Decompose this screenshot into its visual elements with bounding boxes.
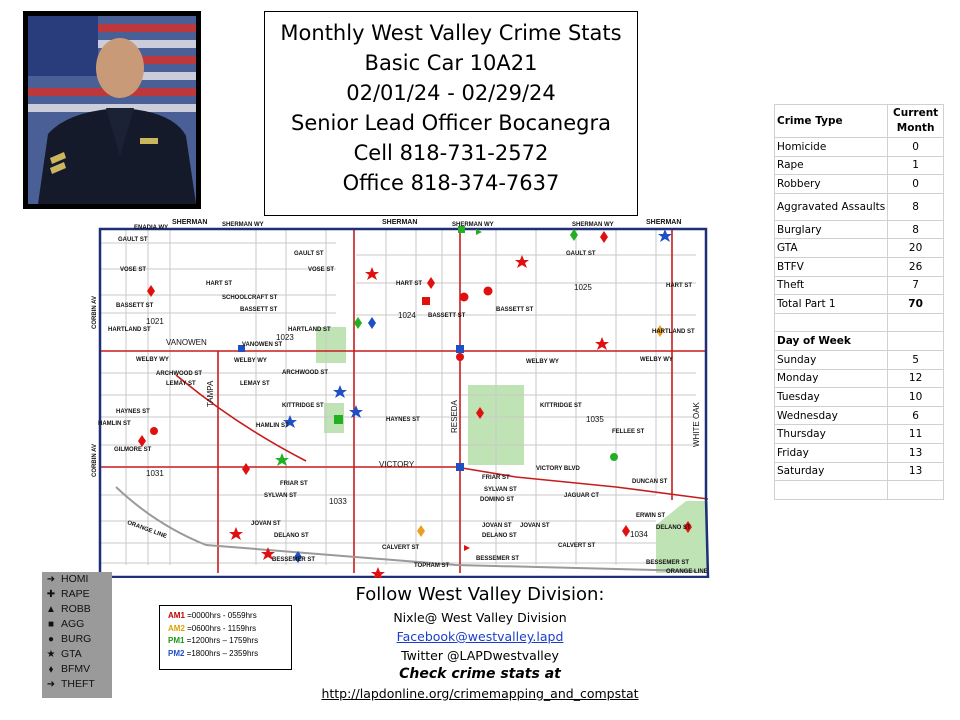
stats-row: [775, 257, 944, 276]
time-key-row: [168, 635, 291, 648]
haynes-st-label: HAYNES ST: [116, 409, 150, 415]
stats-row: [775, 175, 944, 194]
tampa-label: TAMPA: [206, 380, 215, 407]
legend-label: RAPE: [61, 588, 90, 600]
crime-label: GTA: [775, 239, 888, 258]
sherman-wy-label: SHERMAN WY: [452, 222, 494, 228]
stats-spacer-row: [775, 313, 944, 332]
stats-header-row: [775, 105, 944, 138]
dow-row: [775, 350, 944, 369]
corbin-av-label: CORBIN AV: [92, 296, 98, 329]
dow-row: [775, 443, 944, 462]
area-label: 1024: [398, 311, 416, 320]
stats-row: [775, 193, 944, 220]
stats-row: [775, 156, 944, 175]
legend-item: [42, 617, 112, 632]
crime-map[interactable]: [92, 219, 710, 578]
area-label: 1021: [146, 317, 164, 326]
vanowen-label: VANOWEN: [166, 338, 207, 347]
theft-icon: ➜: [46, 679, 56, 690]
officer-portrait-image: [28, 16, 196, 204]
bessemer-st-label: BESSEMER ST: [272, 557, 316, 563]
stats-row: [775, 239, 944, 258]
gta-marker[interactable]: [595, 337, 609, 350]
kittridge-st-label: KITTRIDGE ST: [282, 403, 324, 409]
day-label: Friday: [775, 443, 888, 462]
day-label: Tuesday: [775, 388, 888, 407]
title-line-6: Office 818-374-7637: [342, 171, 560, 195]
bfmv-marker[interactable]: [242, 463, 250, 475]
legend-item: [42, 572, 112, 587]
enadia-label: ENADIA WY: [134, 225, 169, 231]
facebook-link[interactable]: Facebook@westvalley.lapd: [396, 629, 564, 644]
burg-marker[interactable]: [456, 353, 464, 361]
day-label: Monday: [775, 369, 888, 388]
bassett-st-label: BASSETT ST: [496, 307, 534, 313]
area-label: 1034: [630, 530, 648, 539]
archwood-st-label: ARCHWOOD ST: [282, 370, 328, 376]
sherman-wy-label: SHERMAN WY: [572, 222, 614, 228]
victory-label: VICTORY: [379, 460, 415, 469]
total-label: Total Part 1: [775, 295, 888, 314]
gault-st-label: GAULT ST: [294, 251, 324, 257]
bfmv-marker[interactable]: [622, 525, 630, 537]
street-grid: [100, 229, 696, 565]
sherman-wy-label: SHERMAN WY: [222, 222, 264, 228]
gta-marker[interactable]: [658, 229, 672, 242]
follow-section: [320, 582, 640, 703]
gta-marker[interactable]: [333, 385, 347, 398]
bfmv-marker[interactable]: [417, 525, 425, 537]
bfmv-marker[interactable]: [600, 231, 608, 243]
day-value: 11: [888, 425, 944, 444]
gta-marker[interactable]: [365, 267, 379, 280]
time-key-row: [168, 623, 291, 636]
legend-label: HOMI: [61, 573, 89, 585]
orange-line-label: ORANGE LINE: [126, 520, 168, 540]
vanowen-st-label: VANOWEN ST: [242, 342, 283, 348]
jovan-st-label: JOVAN ST: [520, 523, 550, 529]
bassett-st-label: BASSETT ST: [240, 307, 278, 313]
day-value: 10: [888, 388, 944, 407]
burg-marker[interactable]: [484, 287, 493, 296]
gta-marker[interactable]: [349, 405, 363, 418]
bfmv-marker[interactable]: [570, 229, 578, 241]
stats-spacer-row: [775, 481, 944, 500]
legend-label: ROBB: [61, 603, 91, 615]
area-label: 1035: [586, 415, 604, 424]
legend-item: [42, 632, 112, 647]
archwood-st-label: ARCHWOOD ST: [156, 371, 202, 377]
crime-value: 7: [888, 276, 944, 295]
crime-label: Rape: [775, 156, 888, 175]
gta-marker[interactable]: [229, 527, 243, 540]
victory-blvd-label: VICTORY BLVD: [536, 466, 580, 472]
day-value: 5: [888, 350, 944, 369]
fellee-st-label: FELLEE ST: [612, 429, 645, 435]
legend-item: [42, 677, 112, 692]
dow-row: [775, 388, 944, 407]
stats-total-row: [775, 295, 944, 314]
title-line-3: 02/01/24 - 02/29/24: [346, 81, 556, 105]
day-of-week-header: Day of Week: [775, 332, 888, 351]
crime-map-svg: [96, 225, 710, 578]
crime-value: 26: [888, 257, 944, 276]
robbery-icon: ▲: [46, 604, 56, 615]
agg-marker[interactable]: [456, 463, 464, 471]
orange-line-label: ORANGE LINE: [666, 569, 708, 575]
gta-icon: ★: [46, 649, 56, 660]
crime-markers: [138, 226, 692, 578]
theft-marker[interactable]: [464, 545, 470, 551]
title-box: [264, 11, 638, 216]
compstat-link[interactable]: http://lapdonline.org/crimemapping_and_compstat: [321, 686, 639, 701]
time-code: AM1: [168, 611, 185, 620]
time-range: =1800hrs – 2359hrs: [184, 648, 259, 658]
delano-st-label: DELANO ST: [274, 533, 309, 539]
total-value: 70: [888, 295, 944, 314]
sylvan-st-label: SYLVAN ST: [484, 487, 517, 493]
dow-row: [775, 369, 944, 388]
stats-row: [775, 220, 944, 239]
legend-item: [42, 602, 112, 617]
gta-marker[interactable]: [275, 453, 289, 466]
legend-item: [42, 587, 112, 602]
legend-item: [42, 647, 112, 662]
legend-label: AGG: [61, 618, 85, 630]
crime-label: Theft: [775, 276, 888, 295]
day-label: Wednesday: [775, 406, 888, 425]
crime-value: 20: [888, 239, 944, 258]
hartland-st-label: HARTLAND ST: [652, 329, 695, 335]
time-key-row: [168, 610, 291, 623]
reseda-label: RESEDA: [450, 400, 459, 433]
bessemer-st-label: BESSEMER ST: [476, 556, 520, 562]
time-code: AM2: [168, 623, 185, 633]
calvert-st-label: CALVERT ST: [558, 543, 596, 549]
sylvan-st-label: SYLVAN ST: [264, 493, 297, 499]
hartland-st-label: HARTLAND ST: [288, 327, 331, 333]
sherman-label: SHERMAN: [382, 219, 418, 226]
time-range: =0600hrs - 1159hrs: [184, 623, 257, 633]
legend-item: [42, 662, 112, 677]
crime-stats-table: [774, 104, 944, 500]
current-month-header: Current Month: [888, 105, 944, 138]
corbin-av-label: CORBIN AV: [92, 444, 98, 477]
calvert-st-label: CALVERT ST: [382, 545, 420, 551]
lemay-st-label: LEMAY ST: [240, 381, 270, 387]
hartland-st-label: HARTLAND ST: [108, 327, 151, 333]
sherman-label: SHERMAN: [172, 219, 208, 226]
rape-icon: ✚: [46, 589, 56, 600]
welby-wy-label: WELBY WY: [640, 357, 673, 363]
burglary-icon: ●: [47, 634, 55, 645]
crime-label: Aggravated Assaults: [775, 193, 888, 220]
bfmv-marker[interactable]: [368, 317, 376, 329]
day-label: Sunday: [775, 350, 888, 369]
schoolcraft-label: SCHOOLCRAFT ST: [222, 295, 278, 301]
time-key-box: [159, 605, 292, 670]
erwin-st-label: ERWIN ST: [636, 513, 666, 519]
stats-row: [775, 276, 944, 295]
vose-st-label: VOSE ST: [120, 267, 147, 273]
title-line-5: Cell 818-731-2572: [353, 141, 549, 165]
lemay-st-label: LEMAY ST: [166, 381, 196, 387]
crime-value: 0: [888, 138, 944, 157]
hart-st-label: HART ST: [666, 283, 692, 289]
day-label: Saturday: [775, 462, 888, 481]
time-range: =0000hrs - 0559hrs: [184, 611, 257, 620]
title-line-4: Senior Lead Officer Bocanegra: [290, 111, 611, 135]
topham-st-label: TOPHAM ST: [414, 563, 450, 569]
crime-value: 1: [888, 156, 944, 175]
twitter-text: Twitter @LAPDwestvalley: [401, 648, 559, 663]
area-label: 1025: [574, 283, 592, 292]
day-value: 12: [888, 369, 944, 388]
hart-st-label: HART ST: [206, 281, 232, 287]
burg-marker[interactable]: [150, 427, 158, 435]
gault-st-label: GAULT ST: [566, 251, 596, 257]
follow-heading: Follow West Valley Division:: [355, 584, 605, 605]
gilmore-st-label: GILMORE ST: [114, 447, 152, 453]
day-value: 13: [888, 462, 944, 481]
bfmv-icon: ⬧: [48, 664, 54, 675]
hart-st-label: HART ST: [396, 281, 422, 287]
orange-line-route: [116, 487, 696, 571]
crime-value: 8: [888, 220, 944, 239]
domino-st-label: DOMINO ST: [480, 497, 514, 503]
bassett-st-label: BASSETT ST: [116, 303, 154, 309]
vose-st-label: VOSE ST: [308, 267, 335, 273]
bfmv-marker[interactable]: [354, 317, 362, 329]
crime-label: BTFV: [775, 257, 888, 276]
crime-value: 8: [888, 193, 944, 220]
kittridge-st-label: KITTRIDGE ST: [540, 403, 582, 409]
crime-label: Robbery: [775, 175, 888, 194]
time-range: =1200hrs – 1759hrs: [184, 636, 259, 645]
crime-label: Homicide: [775, 138, 888, 157]
burg-marker[interactable]: [610, 453, 618, 461]
homicide-icon: ➜: [46, 574, 56, 585]
officer-photo: [23, 11, 201, 209]
welby-wy-label: WELBY WY: [234, 358, 267, 364]
crime-value: 0: [888, 175, 944, 194]
sherman-label: SHERMAN: [646, 219, 682, 226]
area-label: 1023: [276, 333, 294, 342]
title-line-1: Monthly West Valley Crime Stats: [280, 21, 622, 45]
stats-row: [775, 138, 944, 157]
dow-row: [775, 462, 944, 481]
day-label: Thursday: [775, 425, 888, 444]
hamlin-st-label: HAMLIN ST: [256, 423, 289, 429]
crime-label: Burglary: [775, 220, 888, 239]
nixle-text: Nixle@ West Valley Division: [393, 610, 567, 625]
agg-marker[interactable]: [456, 345, 464, 353]
delano-st-label: DELANO ST: [482, 533, 517, 539]
time-key-row: [168, 648, 291, 661]
agg-marker[interactable]: [334, 415, 343, 424]
legend-label: BFMV: [61, 663, 91, 675]
jovan-st-label: JOVAN ST: [251, 521, 281, 527]
welby-wy-label: WELBY WY: [136, 357, 169, 363]
gault-st-label: GAULT ST: [118, 237, 148, 243]
dow-header-row: [775, 332, 944, 351]
agg-marker[interactable]: [422, 297, 430, 305]
burg-marker[interactable]: [460, 293, 469, 302]
day-value: 6: [888, 406, 944, 425]
bfmv-marker[interactable]: [427, 277, 435, 289]
bessemer-st-label: BESSEMER ST: [646, 560, 690, 566]
white-oak-label: WHITE OAK: [692, 402, 701, 447]
crime-legend: [42, 572, 112, 698]
dow-row: [775, 406, 944, 425]
jaguar-ct-label: JAGUAR CT: [564, 493, 600, 499]
haynes-st-label: HAYNES ST: [386, 417, 420, 423]
area-label: 1033: [329, 497, 347, 506]
jovan-st-label: JOVAN ST: [482, 523, 512, 529]
duncan-st-label: DUNCAN ST: [632, 479, 668, 485]
crime-type-header: Crime Type: [775, 105, 888, 138]
hamlin-st-label: HAMLIN ST: [98, 421, 131, 427]
welby-wy-label: WELBY WY: [526, 359, 559, 365]
legend-label: THEFT: [61, 678, 95, 690]
dow-row: [775, 425, 944, 444]
legend-label: GTA: [61, 648, 82, 660]
assault-icon: ■: [47, 619, 55, 630]
friar-st-label: FRIAR ST: [280, 481, 308, 487]
time-code: PM1: [168, 636, 185, 645]
check-stats-text: Check crime stats at: [399, 666, 561, 682]
title-line-2: Basic Car 10A21: [364, 51, 538, 75]
delano-st-label: DELANO ST: [656, 525, 691, 531]
friar-st-label: FRIAR ST: [482, 475, 510, 481]
gta-marker[interactable]: [515, 255, 529, 268]
bassett-st-label: BASSETT ST: [428, 313, 466, 319]
day-value: 13: [888, 443, 944, 462]
area-label: 1031: [146, 469, 164, 478]
time-code: PM2: [168, 648, 185, 658]
legend-label: BURG: [61, 633, 92, 645]
